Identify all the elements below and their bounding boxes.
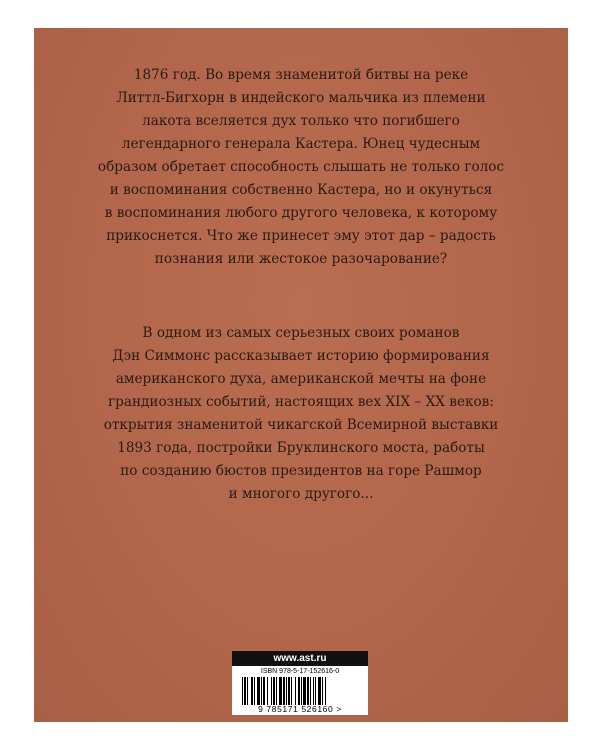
book-back-cover (34, 28, 568, 722)
website-label: www.ast.ru (232, 651, 368, 666)
barcode-bar (254, 677, 255, 705)
text-line: лакота вселяется дух только что погибшего (142, 113, 460, 129)
barcode-bar (263, 677, 265, 705)
barcode-bar (295, 677, 296, 705)
barcode-bar (286, 677, 287, 705)
barcode-block (232, 651, 368, 715)
barcode-bar (261, 677, 262, 705)
barcode-bar (276, 677, 277, 705)
text-line: легендарного генерала Кастера. Юнец чудесным (121, 136, 481, 152)
barcode-bar (271, 677, 272, 705)
barcode-bar (242, 677, 243, 705)
text-line: Литтл-Бигхорн в индейского мальчика из племени (116, 90, 486, 106)
text-line: по созданию бюстов президентов на горе Рашмор (120, 463, 482, 479)
barcode-bar (315, 677, 316, 705)
barcode-bar (301, 677, 302, 705)
text-line: познания или жестокое разочарование? (154, 251, 448, 267)
text-line: грандиозных событий, настоящих вех XIX – XX веков: (108, 394, 494, 410)
text-line: и воспоминания собственно Кастера, но и окунуться (109, 182, 493, 198)
isbn-label: ISBN 978-5-17-152616-0 (260, 668, 340, 675)
text-line: в воспоминания любого другого человека, к которому (104, 205, 498, 221)
barcode-bar (291, 677, 292, 705)
text-line: и многого другого... (228, 486, 374, 502)
barcode-bar (251, 677, 253, 705)
text-line: прикоснется. Что же принесет эму этот дар – радость (106, 228, 496, 244)
text-line: американского духа, американской мечты на фоне (115, 371, 487, 387)
barcode-bar (325, 677, 326, 705)
barcode-bars-graphic (242, 677, 358, 705)
barcode-digits: 9 785171 526160 > (258, 704, 342, 714)
barcode-bar (257, 677, 260, 705)
text-line: 1893 года, постройки Бруклинского моста, работы (117, 440, 485, 456)
text-line: образом обретает способность слышать не только голос (97, 159, 505, 175)
barcode-bar (283, 677, 285, 705)
barcode-bar (267, 677, 268, 705)
barcode-bar (307, 677, 309, 705)
description-paragraph-2 (34, 322, 568, 506)
barcode-bar (322, 677, 323, 705)
text-line: 1876 год. Во время знаменитой битвы на реке (133, 67, 469, 83)
barcode-bar (247, 677, 248, 705)
barcode-bar (273, 677, 275, 705)
barcode-bar (288, 677, 290, 705)
barcode-bar (244, 677, 246, 705)
barcode-bar (318, 677, 321, 705)
barcode-bar (313, 677, 314, 705)
text-line: открытия знаменитой чикагской Всемирной выставки (103, 417, 499, 433)
barcode-panel (232, 666, 368, 715)
barcode-bar (303, 677, 306, 705)
barcode-bar (298, 677, 300, 705)
text-line: В одном из самых серьезных своих романов (142, 325, 460, 341)
text-line: Дэн Симмонс рассказывает историю формирования (112, 348, 490, 364)
description-paragraph-1 (34, 64, 568, 271)
barcode-bar (310, 677, 311, 705)
barcode-bar (279, 677, 282, 705)
